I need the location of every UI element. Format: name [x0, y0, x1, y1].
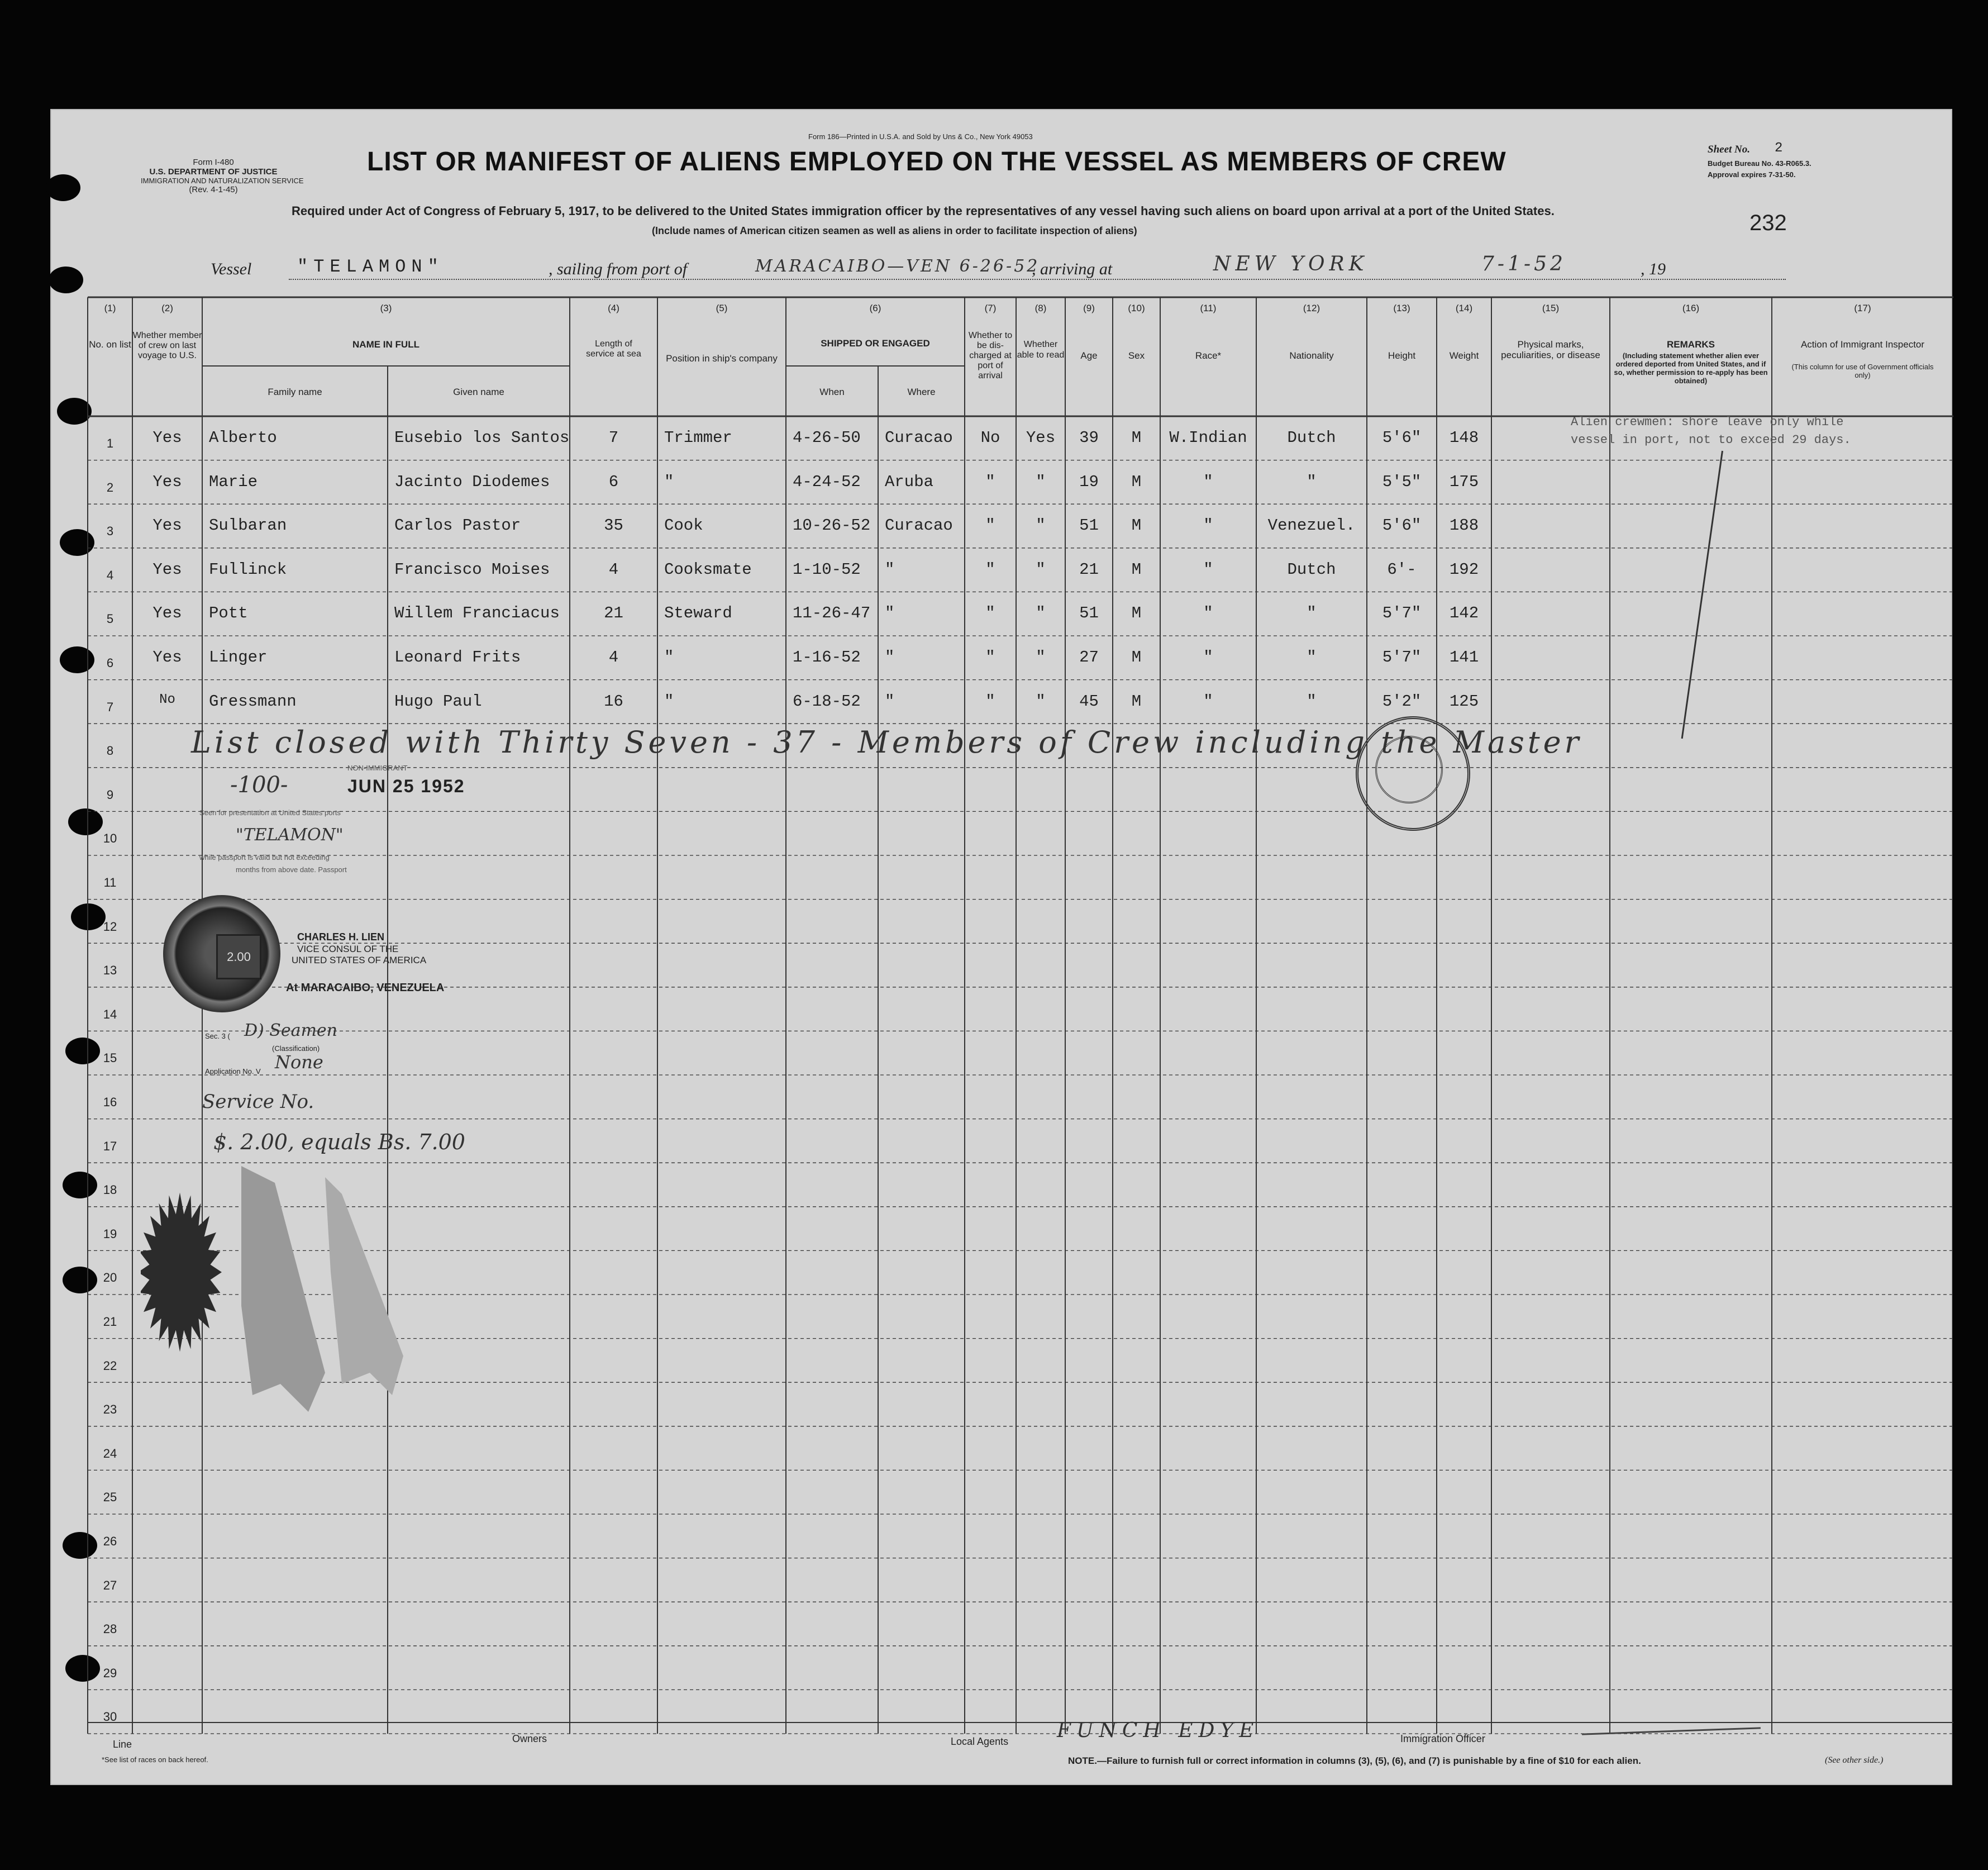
line-number: 27	[103, 1578, 117, 1592]
line-number: 22	[103, 1358, 117, 1373]
weight: 192	[1449, 560, 1479, 579]
consul-title: VICE CONSUL OF THE	[297, 944, 399, 954]
department-name: U.S. DEPARTMENT OF JUSTICE	[149, 167, 278, 177]
months-note: months from above date. Passport	[236, 865, 347, 874]
race-note: *See list of races on back hereof.	[102, 1755, 208, 1764]
col-header-no-on-list: No. on list	[89, 339, 131, 350]
given-name: Willem Franciacus	[394, 604, 560, 623]
ship-position: "	[664, 692, 674, 711]
race: "	[1203, 604, 1213, 623]
line-number: 16	[103, 1095, 117, 1109]
family-name: Fullinck	[209, 560, 287, 579]
line-number: 14	[103, 1007, 117, 1021]
race: "	[1203, 648, 1213, 667]
col-header-prior-voyage: Whether member of crew on last voyage to U.S.	[132, 331, 202, 360]
footer-rule	[88, 1722, 1953, 1723]
approval-expiry: Approval expires 7-31-50.	[1708, 170, 1796, 179]
shipped-port: "	[885, 648, 895, 667]
col-header-height: Height	[1388, 350, 1416, 361]
height: 5'6"	[1382, 516, 1422, 535]
line-number: 2	[106, 480, 114, 494]
column-number: (12)	[1303, 303, 1320, 313]
discharged: "	[985, 560, 995, 579]
family-name: Gressmann	[209, 692, 297, 711]
race: "	[1203, 516, 1213, 535]
shipped-port: Curacao	[885, 516, 953, 535]
line-number: 10	[103, 831, 117, 846]
column-number: (17)	[1854, 303, 1871, 313]
line-number: 8	[106, 744, 114, 758]
service-number: Service No.	[202, 1091, 314, 1113]
section-label: Sec. 3 (	[205, 1032, 230, 1040]
line-number: 7	[106, 700, 114, 714]
line-number: 26	[103, 1534, 117, 1548]
col-header-remarks-note: (Including statement whether alien ever ordered deported from United States, and if so, whether permission to re-apply has been obtained)	[1614, 351, 1768, 385]
column-number: (8)	[1034, 303, 1047, 313]
col-header-age: Age	[1080, 350, 1098, 361]
sex: M	[1131, 560, 1142, 579]
column-number: (6)	[869, 303, 881, 313]
year-label: , 19	[1641, 260, 1666, 278]
age: 21	[1079, 560, 1099, 579]
arrival-date: 7-1-52	[1481, 253, 1566, 275]
line-number: 17	[103, 1139, 117, 1153]
column-number: (1)	[104, 303, 116, 313]
fee-stamp: 2.00	[216, 934, 261, 979]
prior-voyage: Yes	[152, 429, 182, 447]
family-name: Sulbaran	[209, 516, 287, 535]
prior-voyage: Yes	[152, 472, 182, 491]
line-label: Line	[113, 1739, 132, 1750]
able-to-read: "	[1036, 692, 1046, 711]
service-years: 6	[608, 472, 619, 491]
line-number: 15	[103, 1051, 117, 1065]
line-number: 21	[103, 1315, 117, 1329]
revision-date: (Rev. 4-1-45)	[189, 185, 238, 194]
race: "	[1203, 560, 1213, 579]
able-to-read: Yes	[1026, 429, 1056, 447]
line-number: 4	[106, 568, 114, 582]
race: "	[1203, 472, 1213, 491]
column-number: (5)	[716, 303, 728, 313]
line-number: 18	[103, 1183, 117, 1197]
shipped-date: 1-16-52	[793, 648, 861, 667]
col-header-nationality: Nationality	[1289, 350, 1334, 361]
section-value: D) Seamen	[244, 1021, 338, 1040]
able-to-read: "	[1036, 604, 1046, 623]
fee-amount: $. 2.00, equals Bs. 7.00	[213, 1130, 465, 1154]
col-header-where: Where	[907, 387, 936, 397]
see-other-side: (See other side.)	[1825, 1755, 1884, 1765]
shipped-port: "	[885, 692, 895, 711]
ship-position: Cook	[664, 516, 703, 535]
application-label: Application No. V	[205, 1067, 261, 1076]
sex: M	[1131, 604, 1142, 623]
consul-location: At MARACAIBO, VENEZUELA	[286, 982, 445, 994]
weight: 142	[1449, 604, 1479, 623]
able-to-read: "	[1036, 560, 1046, 579]
column-number: (3)	[380, 303, 392, 313]
height: 5'7"	[1382, 648, 1422, 667]
line-number: 25	[103, 1490, 117, 1505]
arrival-port: NEW YORK	[1213, 253, 1369, 275]
closing-statement: List closed with Thirty Seven - 37 - Members of Crew including the Master	[191, 725, 1582, 760]
column-number: (2)	[161, 303, 173, 313]
prior-voyage: Yes	[152, 516, 182, 535]
given-name: Jacinto Diodemes	[394, 472, 550, 491]
column-number: (10)	[1128, 303, 1145, 313]
discharged: No	[980, 429, 1000, 447]
ship-position: "	[664, 648, 674, 667]
seen-for: Seen for presentation at United States ports	[199, 808, 341, 817]
line-number: 12	[103, 919, 117, 934]
family-name: Alberto	[209, 429, 277, 447]
column-number: (13)	[1393, 303, 1410, 313]
age: 51	[1079, 516, 1099, 535]
height: 6'-	[1387, 560, 1417, 579]
column-number: (9)	[1083, 303, 1095, 313]
column-number: (15)	[1542, 303, 1560, 313]
shipped-port: Curacao	[885, 429, 953, 447]
race: W.Indian	[1169, 429, 1247, 447]
able-to-read: "	[1036, 648, 1046, 667]
col-header-service-length: Length of service at sea	[586, 339, 641, 359]
col-header-position: Position in ship's company	[666, 353, 778, 364]
line-number: 23	[103, 1402, 117, 1417]
family-name: Pott	[209, 604, 248, 623]
line-number: 30	[103, 1710, 117, 1724]
height: 5'7"	[1382, 604, 1422, 623]
ship-position: Trimmer	[664, 429, 732, 447]
given-name: Francisco Moises	[394, 560, 550, 579]
shipped-port: Aruba	[885, 472, 934, 491]
given-name: Leonard Frits	[394, 648, 521, 667]
ribbon-seal-marks	[141, 1160, 442, 1496]
able-to-read: "	[1036, 516, 1046, 535]
classification-label: (Classification)	[272, 1044, 320, 1053]
shipped-date: 10-26-52	[793, 516, 871, 535]
sex: M	[1131, 429, 1142, 447]
service-years: 4	[608, 560, 619, 579]
family-name: Marie	[209, 472, 258, 491]
form-subtitle: Required under Act of Congress of February 5, 1917, to be delivered to the United States immigration officer by the representatives of any vessel having such aliens on board upon arrival at a port of the United States.	[292, 204, 1555, 218]
service-years: 21	[604, 604, 623, 623]
col-header-inspector-action: Action of Immigrant Inspector	[1800, 339, 1925, 350]
col-header-shipped: SHIPPED OR ENGAGED	[821, 338, 930, 349]
discharged: "	[985, 604, 995, 623]
able-to-read: "	[1036, 472, 1046, 491]
column-number: (11)	[1200, 303, 1217, 313]
line-number: 28	[103, 1622, 117, 1636]
consul-name: CHARLES H. LIEN	[297, 931, 385, 943]
vessel-name: "TELAMON"	[297, 256, 444, 277]
col-header-physical-marks: Physical marks, peculiarities, or disease	[1501, 339, 1600, 360]
ship-position: "	[664, 472, 674, 491]
weight: 175	[1449, 472, 1479, 491]
ship-stamp-inner	[1375, 736, 1443, 803]
budget-bureau: Budget Bureau No. 43-R065.3.	[1708, 159, 1811, 168]
line-number: 9	[106, 787, 114, 802]
age: 39	[1079, 429, 1099, 447]
service-years: 4	[608, 648, 619, 667]
agents-value: FUNCH EDYE	[1057, 1719, 1260, 1742]
age: 51	[1079, 604, 1099, 623]
column-number: (16)	[1682, 303, 1700, 313]
nationality: Dutch	[1287, 429, 1336, 447]
arriving-label: , arriving at	[1032, 260, 1113, 278]
line-number: 24	[103, 1446, 117, 1460]
line-number: 13	[103, 963, 117, 978]
sailing-label: , sailing from port of	[549, 260, 688, 278]
family-name: Linger	[209, 648, 268, 667]
shipped-date: 4-26-50	[793, 429, 861, 447]
line-number: 20	[103, 1271, 117, 1285]
service-years: 35	[604, 516, 623, 535]
sex: M	[1131, 648, 1142, 667]
vessel-label: Vessel	[211, 260, 252, 278]
form-number: Form I-480	[193, 158, 234, 167]
shipped-port: "	[885, 560, 895, 579]
col-header-remarks: REMARKS	[1667, 339, 1715, 350]
nationality: "	[1307, 648, 1317, 667]
prior-voyage: No	[159, 692, 175, 707]
stamped-number: 232	[1749, 211, 1787, 235]
fee-number: -100-	[230, 772, 288, 798]
race: "	[1203, 692, 1213, 711]
line-number: 19	[103, 1226, 117, 1241]
discharged: "	[985, 692, 995, 711]
form-title: LIST OR MANIFEST OF ALIENS EMPLOYED ON THE VESSEL AS MEMBERS OF CREW	[367, 147, 1507, 177]
immigration-officer-label: Immigration Officer	[1400, 1733, 1485, 1744]
line-number: 3	[106, 524, 114, 539]
manifest-sheet	[50, 109, 1952, 1785]
height: 5'2"	[1382, 692, 1422, 711]
prior-voyage: Yes	[152, 648, 182, 667]
sex: M	[1131, 472, 1142, 491]
weight: 125	[1449, 692, 1479, 711]
line-number: 11	[103, 875, 117, 889]
shipped-port: "	[885, 604, 895, 623]
prior-voyage: Yes	[152, 560, 182, 579]
given-name: Eusebio los Santos	[394, 429, 570, 447]
nationality: Venezuel.	[1267, 516, 1356, 535]
agents-label: Local Agents	[951, 1736, 1009, 1747]
col-header-race: Race*	[1195, 350, 1222, 361]
line-number: 5	[106, 612, 114, 626]
discharged: "	[985, 472, 995, 491]
penalty-note: NOTE.—Failure to furnish full or correct information in columns (3), (5), (6), and (7) is punishable by a fine of $10 for each alien.	[1068, 1755, 1641, 1766]
nationality: "	[1307, 604, 1317, 623]
validity-note: while passport is valid but not exceeding	[199, 853, 330, 862]
nationality: "	[1307, 692, 1317, 711]
form-subnote: (Include names of American citizen seamen as well as aliens in order to facilitate inspection of aliens)	[652, 225, 1137, 236]
given-name: Carlos Pastor	[394, 516, 521, 535]
line-number: 29	[103, 1666, 117, 1680]
shipped-date: 11-26-47	[793, 604, 871, 623]
stamp-date: JUN 25 1952	[347, 776, 465, 796]
column-number: (7)	[984, 303, 997, 313]
sheet-number: 2	[1775, 141, 1783, 156]
col-header-discharged: Whether to be dis-charged at port of arrival	[968, 331, 1013, 380]
weight: 188	[1449, 516, 1479, 535]
age: 45	[1079, 692, 1099, 711]
col-header-sex: Sex	[1128, 350, 1145, 361]
col-header-able-to-read: Whether able to read	[1017, 340, 1065, 360]
remarks-note: Alien crewmen: shore leave only while vessel in port, not to exceed 29 days.	[1571, 415, 1851, 447]
col-header-inspector-note: (This column for use of Government officials only)	[1791, 363, 1934, 379]
ship-position: Steward	[664, 604, 732, 623]
ship-position: Cooksmate	[664, 560, 752, 579]
endorsed-vessel: "TELAMON"	[236, 825, 344, 845]
shipped-date: 4-24-52	[793, 472, 861, 491]
given-name: Hugo Paul	[394, 692, 482, 711]
discharged: "	[985, 516, 995, 535]
column-number: (14)	[1455, 303, 1473, 313]
service-name: IMMIGRATION AND NATURALIZATION SERVICE	[141, 177, 304, 185]
col-header-when: When	[819, 387, 845, 397]
shipped-date: 6-18-52	[793, 692, 861, 711]
line-number: 1	[106, 436, 114, 450]
non-immigrant-label: NON-IMMIGRANT	[347, 764, 408, 772]
line-number: 6	[106, 656, 114, 670]
height: 5'5"	[1382, 472, 1422, 491]
height: 5'6"	[1382, 429, 1422, 447]
shipped-date: 1-10-52	[793, 560, 861, 579]
prior-voyage: Yes	[152, 604, 182, 623]
age: 27	[1079, 648, 1099, 667]
owners-label: Owners	[512, 1733, 547, 1744]
weight: 141	[1449, 648, 1479, 667]
port-of-departure: MARACAIBO—VEN 6-26-52	[755, 256, 1040, 276]
weight: 148	[1449, 429, 1479, 447]
col-header-name: NAME IN FULL	[352, 339, 419, 350]
sex: M	[1131, 516, 1142, 535]
printer-line: Form 186—Printed in U.S.A. and Sold by Uns & Co., New York 49053	[808, 132, 1033, 141]
sex: M	[1131, 692, 1142, 711]
nationality: "	[1307, 472, 1317, 491]
service-years: 7	[608, 429, 619, 447]
column-number: (4)	[608, 303, 619, 313]
age: 19	[1079, 472, 1099, 491]
service-years: 16	[604, 692, 623, 711]
application-value: None	[275, 1051, 323, 1073]
col-header-given-name: Given name	[453, 387, 504, 397]
sheet-label: Sheet No.	[1708, 144, 1750, 155]
col-header-weight: Weight	[1449, 350, 1479, 361]
consul-country: UNITED STATES OF AMERICA	[292, 955, 427, 965]
discharged: "	[985, 648, 995, 667]
col-header-family-name: Family name	[268, 387, 322, 397]
nationality: Dutch	[1287, 560, 1336, 579]
